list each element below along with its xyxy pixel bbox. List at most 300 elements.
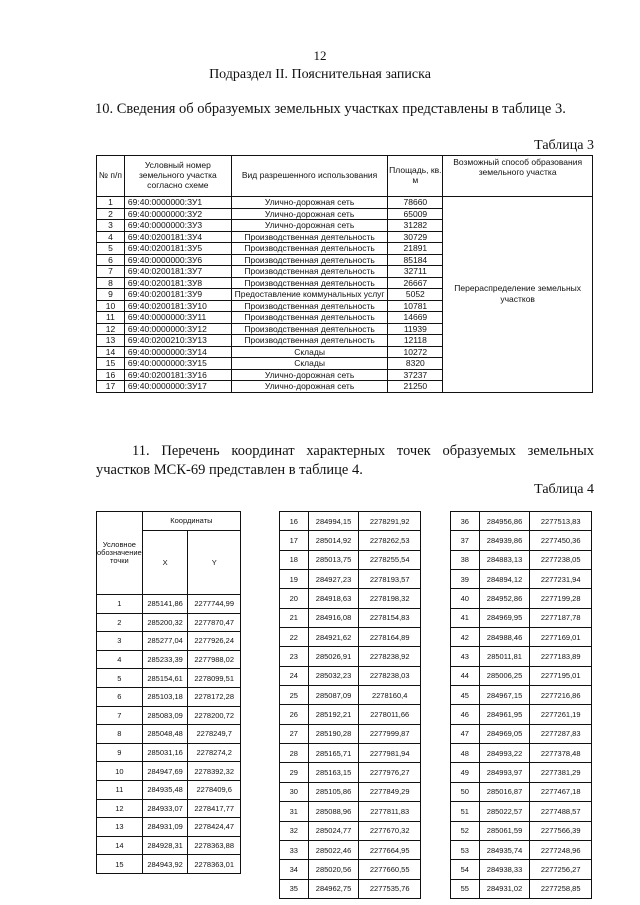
- table-row: [451, 686, 592, 705]
- point-number: 15: [97, 855, 143, 874]
- plot-id: 69:40:0000000:ЗУ3: [124, 220, 231, 232]
- point-number: 20: [280, 589, 309, 608]
- table-row: [97, 650, 241, 669]
- row-number: 4: [97, 231, 125, 243]
- coord-x: 285006,25: [479, 666, 530, 685]
- point-number: 7: [97, 706, 143, 725]
- coord-x: 284947,69: [142, 762, 188, 781]
- table-row: [280, 840, 421, 859]
- coord-y: 2278417,77: [188, 799, 241, 818]
- coord-y: 2278198,32: [359, 589, 421, 608]
- point-number: 19: [280, 570, 309, 589]
- coord-y: 2277999,87: [359, 724, 421, 743]
- coord-x: 284952,86: [479, 589, 530, 608]
- area-value: 21891: [388, 243, 443, 255]
- coord-y: 2278409,6: [188, 780, 241, 799]
- area-value: 11939: [388, 323, 443, 335]
- coord-y: 2277926,24: [188, 632, 241, 651]
- permitted-use: Производственная деятельность: [231, 312, 388, 324]
- coord-y: 2277261,19: [530, 705, 592, 724]
- point-number: 54: [451, 860, 480, 879]
- coord-y: 2277467,18: [530, 782, 592, 801]
- area-value: 10781: [388, 300, 443, 312]
- paragraph-11-line1: 11. Перечень координат характерных точек образуемых земельных: [132, 443, 594, 459]
- table-row: [451, 860, 592, 879]
- area-value: 8320: [388, 358, 443, 370]
- point-number: 17: [280, 531, 309, 550]
- coord-x: 284939,86: [479, 531, 530, 550]
- point-number: 32: [280, 821, 309, 840]
- coord-x: 285032,23: [308, 666, 359, 685]
- point-number: 48: [451, 744, 480, 763]
- coord-y: 2277195,01: [530, 666, 592, 685]
- row-number: 11: [97, 312, 125, 324]
- table-row: [97, 780, 241, 799]
- coord-y: 2277811,83: [359, 802, 421, 821]
- table-row: [451, 531, 592, 550]
- table-row: [280, 686, 421, 705]
- header-y: Y: [188, 531, 241, 595]
- point-number: 44: [451, 666, 480, 685]
- coord-x: 285083,09: [142, 706, 188, 725]
- row-number: 16: [97, 369, 125, 381]
- permitted-use: Производственная деятельность: [231, 231, 388, 243]
- table-row: [451, 550, 592, 569]
- point-number: 24: [280, 666, 309, 685]
- table-row: [97, 836, 241, 855]
- point-number: 40: [451, 589, 480, 608]
- coord-x: 284961,95: [479, 705, 530, 724]
- coord-y: 2278255,54: [359, 550, 421, 569]
- coord-y: 2277849,29: [359, 782, 421, 801]
- table-row: [280, 763, 421, 782]
- permitted-use: Производственная деятельность: [231, 243, 388, 255]
- table-body: [97, 197, 593, 393]
- permitted-use: Производственная деятельность: [231, 266, 388, 278]
- coord-x: 284916,08: [308, 608, 359, 627]
- table-row: [280, 512, 421, 531]
- coord-x: 285061,59: [479, 821, 530, 840]
- coord-y: 2277287,83: [530, 724, 592, 743]
- row-number: 5: [97, 243, 125, 255]
- permitted-use: Производственная деятельность: [231, 277, 388, 289]
- row-number: 2: [97, 208, 125, 220]
- coord-y: 2277238,05: [530, 550, 592, 569]
- table-row: [451, 589, 592, 608]
- coord-x: 285013,75: [308, 550, 359, 569]
- paragraph-10: 10. Сведения об образуемых земельных участках представлены в таблице 3.: [95, 101, 566, 117]
- table-header-row: [97, 512, 241, 531]
- coord-y: 2278099,51: [188, 669, 241, 688]
- coord-x: 284967,15: [479, 686, 530, 705]
- plot-id: 69:40:0200181:ЗУ10: [124, 300, 231, 312]
- table-row: [97, 669, 241, 688]
- coord-y: 2278363,88: [188, 836, 241, 855]
- point-number: 1: [97, 595, 143, 614]
- point-number: 55: [451, 879, 480, 898]
- point-number: 31: [280, 802, 309, 821]
- coord-x: 284993,22: [479, 744, 530, 763]
- permitted-use: Улично-дорожная сеть: [231, 381, 388, 393]
- row-number: 12: [97, 323, 125, 335]
- area-value: 14669: [388, 312, 443, 324]
- coord-x: 284927,23: [308, 570, 359, 589]
- coord-y: 2277660,55: [359, 860, 421, 879]
- permitted-use: Склады: [231, 346, 388, 358]
- table-row: [97, 706, 241, 725]
- table-row: [451, 512, 592, 531]
- coord-y: 2277187,78: [530, 608, 592, 627]
- table-row: [97, 818, 241, 837]
- coord-x: 284943,92: [142, 855, 188, 874]
- point-number: 4: [97, 650, 143, 669]
- area-value: 85184: [388, 254, 443, 266]
- coord-x: 284962,75: [308, 879, 359, 898]
- point-number: 3: [97, 632, 143, 651]
- point-number: 39: [451, 570, 480, 589]
- subsection-title: Подраздел II. Пояснительная записка: [209, 67, 431, 82]
- permitted-use: Предоставление коммунальных услуг: [231, 289, 388, 301]
- area-value: 21250: [388, 381, 443, 393]
- permitted-use: Склады: [231, 358, 388, 370]
- coord-y: 2277535,76: [359, 879, 421, 898]
- plot-id: 69:40:0200181:ЗУ9: [124, 289, 231, 301]
- area-value: 31282: [388, 220, 443, 232]
- coord-y: 2278193,57: [359, 570, 421, 589]
- point-number: 10: [97, 762, 143, 781]
- coord-y: 2277378,48: [530, 744, 592, 763]
- page-number: 12: [313, 48, 327, 63]
- plot-id: 69:40:0000000:ЗУ12: [124, 323, 231, 335]
- point-number: 6: [97, 687, 143, 706]
- area-value: 30729: [388, 231, 443, 243]
- coord-x: 284969,95: [479, 608, 530, 627]
- permitted-use: Производственная деятельность: [231, 323, 388, 335]
- coord-y: 2277183,89: [530, 647, 592, 666]
- point-number: 23: [280, 647, 309, 666]
- row-number: 10: [97, 300, 125, 312]
- coord-y: 2278424,47: [188, 818, 241, 837]
- table-row: [97, 632, 241, 651]
- coord-x: 284918,63: [308, 589, 359, 608]
- row-number: 17: [97, 381, 125, 393]
- coord-y: 2278291,92: [359, 512, 421, 531]
- table-row: [451, 628, 592, 647]
- coord-y: 2277988,02: [188, 650, 241, 669]
- point-number: 41: [451, 608, 480, 627]
- coord-x: 285022,57: [479, 802, 530, 821]
- coord-x: 284931,02: [479, 879, 530, 898]
- point-number: 26: [280, 705, 309, 724]
- table-row: [280, 608, 421, 627]
- permitted-use: Улично-дорожная сеть: [231, 208, 388, 220]
- coord-y: 2277670,32: [359, 821, 421, 840]
- coord-y: 2277231,94: [530, 570, 592, 589]
- point-number: 52: [451, 821, 480, 840]
- header-num: № п/п: [97, 156, 125, 197]
- point-number: 50: [451, 782, 480, 801]
- coord-x: 285024,77: [308, 821, 359, 840]
- table-row: [280, 589, 421, 608]
- table-row: [97, 725, 241, 744]
- coord-x: 284935,74: [479, 840, 530, 859]
- coord-x: 284938,33: [479, 860, 530, 879]
- table-row: [97, 613, 241, 632]
- header-point: Условное обозначение точки: [97, 512, 143, 595]
- table-row: [280, 744, 421, 763]
- coord-x: 285020,56: [308, 860, 359, 879]
- point-number: 11: [97, 780, 143, 799]
- table-row: [280, 782, 421, 801]
- table-row: [97, 799, 241, 818]
- table-row: [280, 647, 421, 666]
- point-number: 12: [97, 799, 143, 818]
- coord-x: 284883,13: [479, 550, 530, 569]
- point-number: 8: [97, 725, 143, 744]
- plot-id: 69:40:0000000:ЗУ6: [124, 254, 231, 266]
- table-row: [97, 197, 593, 209]
- coord-y: 2278392,32: [188, 762, 241, 781]
- coord-y: 2277488,57: [530, 802, 592, 821]
- table-row: [280, 666, 421, 685]
- coord-y: 2277664,95: [359, 840, 421, 859]
- area-value: 10272: [388, 346, 443, 358]
- coord-y: 2277976,27: [359, 763, 421, 782]
- coord-x: 285233,39: [142, 650, 188, 669]
- permitted-use: Улично-дорожная сеть: [231, 220, 388, 232]
- coord-x: 285031,16: [142, 743, 188, 762]
- header-formation-method: Возможный способ образования земельного участка: [443, 156, 593, 197]
- plot-id: 69:40:0000000:ЗУ11: [124, 312, 231, 324]
- coord-y: 2277199,28: [530, 589, 592, 608]
- coord-x: 284994,15: [308, 512, 359, 531]
- coord-x: 284935,48: [142, 780, 188, 799]
- row-number: 1: [97, 197, 125, 209]
- table-row: [280, 802, 421, 821]
- table-row: [280, 628, 421, 647]
- plot-id: 69:40:0000000:ЗУ1: [124, 197, 231, 209]
- table-row: [97, 595, 241, 614]
- coord-y: 2277381,29: [530, 763, 592, 782]
- coord-x: 284928,31: [142, 836, 188, 855]
- coord-x: 285163,15: [308, 763, 359, 782]
- area-value: 26667: [388, 277, 443, 289]
- table-row: [451, 666, 592, 685]
- coord-y: 2278238,92: [359, 647, 421, 666]
- point-number: 13: [97, 818, 143, 837]
- coord-x: 285103,18: [142, 687, 188, 706]
- point-number: 22: [280, 628, 309, 647]
- coord-y: 2278249,7: [188, 725, 241, 744]
- table3-caption: Таблица 3: [534, 138, 594, 153]
- header-area: Площадь, кв. м: [388, 156, 443, 197]
- header-x: X: [142, 531, 188, 595]
- plot-id: 69:40:0200181:ЗУ8: [124, 277, 231, 289]
- plot-id: 69:40:0200181:ЗУ16: [124, 369, 231, 381]
- paragraph-11-line2: участков МСК-69 представлен в таблице 4.: [96, 462, 363, 478]
- row-number: 14: [97, 346, 125, 358]
- coord-y: 2278262,53: [359, 531, 421, 550]
- point-number: 28: [280, 744, 309, 763]
- coord-x: 284993,97: [479, 763, 530, 782]
- plot-id: 69:40:0200181:ЗУ5: [124, 243, 231, 255]
- coord-x: 285277,04: [142, 632, 188, 651]
- area-value: 32711: [388, 266, 443, 278]
- table-row: [97, 743, 241, 762]
- table-body: [451, 512, 592, 899]
- coord-x: 285190,28: [308, 724, 359, 743]
- table-row: [280, 531, 421, 550]
- table-row: [280, 860, 421, 879]
- coord-y: 2277450,36: [530, 531, 592, 550]
- point-number: 21: [280, 608, 309, 627]
- coord-x: 284956,86: [479, 512, 530, 531]
- plot-id: 69:40:0000000:ЗУ14: [124, 346, 231, 358]
- plot-id: 69:40:0000000:ЗУ17: [124, 381, 231, 393]
- coord-y: 2278363,01: [188, 855, 241, 874]
- table-row: [451, 570, 592, 589]
- plot-id: 69:40:0000000:ЗУ2: [124, 208, 231, 220]
- table-body: [280, 512, 421, 899]
- coordinates-table-part3: [450, 511, 592, 899]
- table-row: [451, 821, 592, 840]
- point-number: 27: [280, 724, 309, 743]
- land-plots-table: [96, 155, 593, 393]
- plot-id: 69:40:0000000:ЗУ15: [124, 358, 231, 370]
- point-number: 43: [451, 647, 480, 666]
- table-row: [451, 705, 592, 724]
- table-row: [280, 821, 421, 840]
- coord-y: 2278238,03: [359, 666, 421, 685]
- coord-x: 285088,96: [308, 802, 359, 821]
- coord-y: 2278160,4: [359, 686, 421, 705]
- coordinates-table-part2: [279, 511, 421, 899]
- point-number: 34: [280, 860, 309, 879]
- row-number: 8: [97, 277, 125, 289]
- table4-caption: Таблица 4: [534, 482, 594, 497]
- coord-y: 2277870,47: [188, 613, 241, 632]
- table-body: [97, 595, 241, 874]
- coord-x: 285016,87: [479, 782, 530, 801]
- header-coordinates: Координаты: [142, 512, 240, 531]
- point-number: 30: [280, 782, 309, 801]
- row-number: 7: [97, 266, 125, 278]
- point-number: 51: [451, 802, 480, 821]
- coord-x: 284969,05: [479, 724, 530, 743]
- point-number: 47: [451, 724, 480, 743]
- table-header-row: [97, 156, 593, 197]
- point-number: 42: [451, 628, 480, 647]
- coord-y: 2278172,28: [188, 687, 241, 706]
- coord-x: 285154,61: [142, 669, 188, 688]
- coord-y: 2278200,72: [188, 706, 241, 725]
- point-number: 37: [451, 531, 480, 550]
- table-row: [451, 608, 592, 627]
- coord-x: 285022,46: [308, 840, 359, 859]
- coord-x: 284921,62: [308, 628, 359, 647]
- table-row: [451, 840, 592, 859]
- point-number: 18: [280, 550, 309, 569]
- area-value: 78660: [388, 197, 443, 209]
- table-row: [451, 724, 592, 743]
- coord-x: 284988,46: [479, 628, 530, 647]
- row-number: 15: [97, 358, 125, 370]
- table-row: [280, 550, 421, 569]
- coord-x: 284931,09: [142, 818, 188, 837]
- point-number: 38: [451, 550, 480, 569]
- table-row: [280, 570, 421, 589]
- row-number: 6: [97, 254, 125, 266]
- table-row: [280, 724, 421, 743]
- table-row: [97, 855, 241, 874]
- table-row: [280, 705, 421, 724]
- coord-x: 285011,81: [479, 647, 530, 666]
- row-number: 13: [97, 335, 125, 347]
- permitted-use: Улично-дорожная сеть: [231, 197, 388, 209]
- point-number: 14: [97, 836, 143, 855]
- plot-id: 69:40:0200181:ЗУ4: [124, 231, 231, 243]
- coord-y: 2277258,85: [530, 879, 592, 898]
- coord-y: 2278274,2: [188, 743, 241, 762]
- point-number: 36: [451, 512, 480, 531]
- coordinates-table-part1: [96, 511, 241, 874]
- area-value: 12118: [388, 335, 443, 347]
- table-row: [451, 763, 592, 782]
- point-number: 35: [280, 879, 309, 898]
- table-row: [451, 647, 592, 666]
- coord-x: 285087,09: [308, 686, 359, 705]
- point-number: 46: [451, 705, 480, 724]
- point-number: 53: [451, 840, 480, 859]
- coord-x: 285165,71: [308, 744, 359, 763]
- coord-y: 2277248,96: [530, 840, 592, 859]
- header-conditional-number: Условный номер земельного участка согласно схеме: [124, 156, 231, 197]
- coord-y: 2277169,01: [530, 628, 592, 647]
- area-value: 65009: [388, 208, 443, 220]
- point-number: 9: [97, 743, 143, 762]
- coord-y: 2277256,27: [530, 860, 592, 879]
- coord-y: 2277216,86: [530, 686, 592, 705]
- coord-y: 2278164,89: [359, 628, 421, 647]
- coord-y: 2277744,99: [188, 595, 241, 614]
- table-row: [97, 687, 241, 706]
- point-number: 45: [451, 686, 480, 705]
- row-number: 3: [97, 220, 125, 232]
- permitted-use: Производственная деятельность: [231, 300, 388, 312]
- coord-y: 2278154,83: [359, 608, 421, 627]
- point-number: 29: [280, 763, 309, 782]
- coord-y: 2277981,94: [359, 744, 421, 763]
- table-row: [451, 802, 592, 821]
- table-row: [97, 762, 241, 781]
- row-number: 9: [97, 289, 125, 301]
- permitted-use: Производственная деятельность: [231, 254, 388, 266]
- coord-y: 2278011,66: [359, 705, 421, 724]
- plot-id: 69:40:0200210:ЗУ13: [124, 335, 231, 347]
- table-row: [280, 879, 421, 898]
- point-number: 25: [280, 686, 309, 705]
- coord-x: 284933,07: [142, 799, 188, 818]
- permitted-use: Улично-дорожная сеть: [231, 369, 388, 381]
- coord-y: 2277513,83: [530, 512, 592, 531]
- point-number: 16: [280, 512, 309, 531]
- plot-id: 69:40:0200181:ЗУ7: [124, 266, 231, 278]
- table-row: [451, 879, 592, 898]
- permitted-use: Производственная деятельность: [231, 335, 388, 347]
- table-row: [451, 744, 592, 763]
- coord-x: 285105,86: [308, 782, 359, 801]
- coord-x: 285200,32: [142, 613, 188, 632]
